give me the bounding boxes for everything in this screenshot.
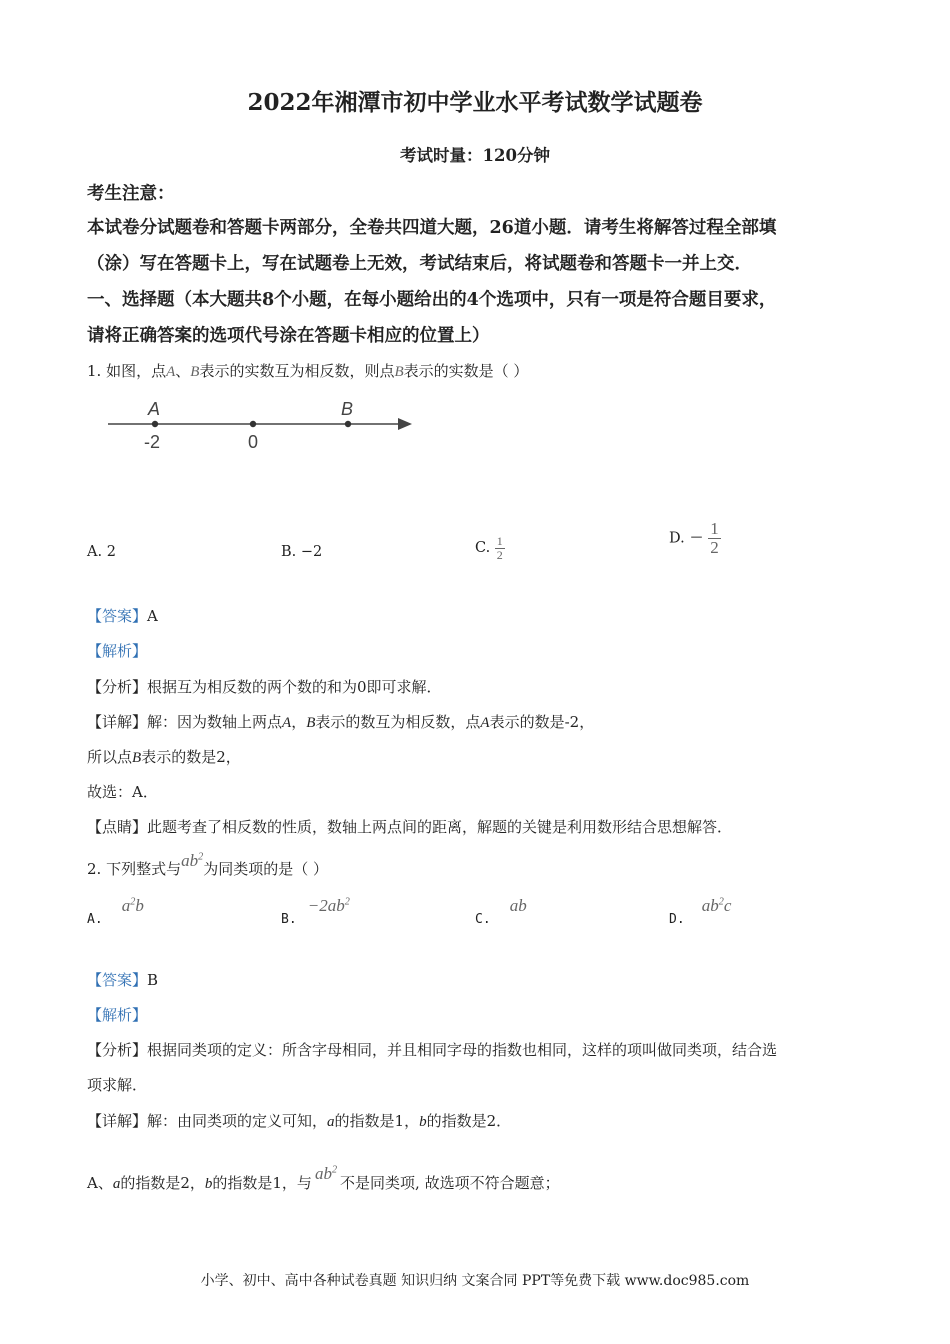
notice-line-2: （涂）写在答题卡上，写在试题卷上无效，考试结束后，将试题卷和答题卡一并上交． <box>87 254 752 274</box>
q1-option-c: C. $\frac{1}{2}$ <box>475 534 503 562</box>
q1-answer: 【答案】A <box>87 607 158 625</box>
fraction-neg-one-half: $\frac{1}{2}$ <box>710 519 719 557</box>
fraction-one-half: $\frac{1}{2}$ <box>496 534 503 562</box>
q2-answer: 【答案】B <box>87 971 159 989</box>
point-a-label: A <box>148 399 161 419</box>
point-b-label: B <box>341 399 354 419</box>
q1-solution-line-3: 故选：A． <box>87 783 158 801</box>
q1-option-a: A. 2 <box>87 544 116 560</box>
q2-option-b: B. $-2ab^2$ <box>281 896 350 927</box>
notice-heading: 考生注意： <box>87 184 175 204</box>
number-line-figure <box>100 392 420 458</box>
page-footer: 小学、初中、高中各种试卷真题 知识归纳 文案合同 PPT等免费下载 www.doc985.com <box>200 1273 750 1289</box>
point-a-dot <box>152 421 158 427</box>
q2-option-a: A. $a^2b$ <box>87 896 144 927</box>
q2-fenxi-line-2: 项求解． <box>87 1076 148 1094</box>
tick-label-0: 0 <box>248 432 259 452</box>
q2-xiangjie: 【详解】解：由同类项的定义可知，a的指数是1，b的指数是2． <box>87 1112 512 1130</box>
q2-option-d: D. $ab^2c$ <box>669 896 732 927</box>
q1-option-d: D. − $\frac{1}{2}$ <box>669 519 719 557</box>
q1-xiangjie: 【详解】解：因为数轴上两点A，B表示的数互为相反数，点A表示的数是-2， <box>87 713 595 731</box>
point-origin-dot <box>250 421 256 427</box>
q1-dianjing: 【点睛】此题考查了相反数的性质，数轴上两点间的距离，解题的关键是利用数形结合思想解答． <box>87 818 733 836</box>
q2-option-a-explanation: A、a的指数是2，b的指数是1，与 $ab^2$不是同类项, 故选项不符合题意； <box>87 1164 560 1192</box>
q1-stem: 1. 如图，点A、B表示的实数互为相反数，则点B表示的实数是（ ） <box>87 362 529 380</box>
q1-solution-line-2: 所以点B表示的数是2， <box>87 748 241 766</box>
q1-option-b: B. −2 <box>281 544 323 560</box>
q2-stem: 2. 下列整式与$ab^2$为同类项的是（ ） <box>87 851 328 878</box>
tick-label-neg2: -2 <box>144 432 161 452</box>
page-title: 2022年湘潭市初中学业水平考试数学试题卷 <box>247 89 703 116</box>
q1-fenxi: 【分析】根据互为相反数的两个数的和为0即可求解． <box>87 678 442 696</box>
number-line-arrow <box>398 418 412 430</box>
point-b-dot <box>345 421 351 427</box>
q2-analysis-label: 【解析】 <box>87 1006 148 1024</box>
notice-line-1: 本试卷分试题卷和答题卡两部分，全卷共四道大题，26道小题．请考生将解答过程全部填 <box>87 218 777 238</box>
section1-heading-line-2: 请将正确答案的选项代号涂在答题卡相应的位置上） <box>87 326 490 346</box>
exam-duration: 考试时量：120分钟 <box>400 146 550 165</box>
section1-heading-line-1: 一、选择题（本大题共8个小题，在每小题给出的4个选项中，只有一项是符合题目要求， <box>87 290 777 310</box>
q2-option-c: C. ab <box>475 896 527 927</box>
q2-fenxi-line-1: 【分析】根据同类项的定义：所含字母相同，并且相同字母的指数也相同，这样的项叫做同类项，结合选 <box>87 1041 778 1059</box>
q1-analysis-label: 【解析】 <box>87 642 148 660</box>
